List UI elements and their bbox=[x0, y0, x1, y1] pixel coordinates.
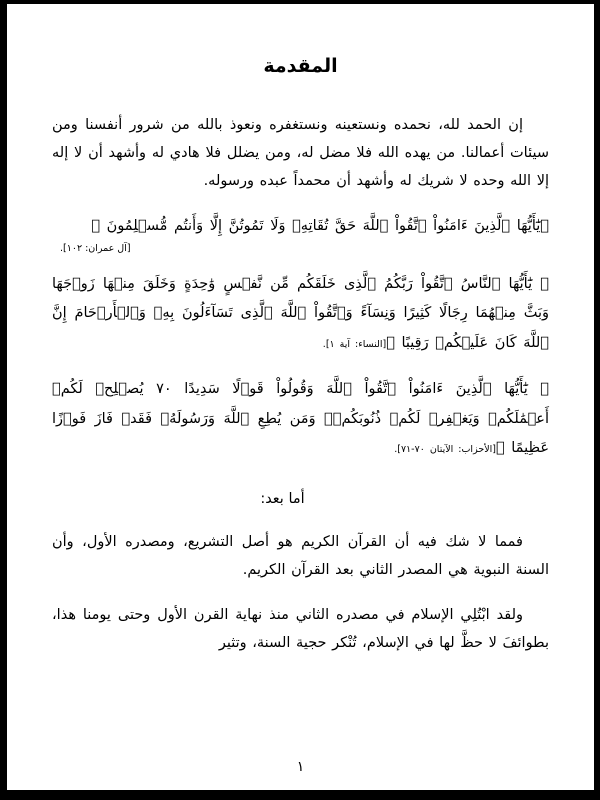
verse-citation: [آل عمران: ١٠٢]. bbox=[60, 243, 131, 255]
closing-paragraph-1: فمما لا شك فيه أن القرآن الكريم هو أصل التشريع، ومصدره الأول، وأن السنة النبوية هي المصدر الثاني بعد القرآن الكريم. bbox=[52, 534, 549, 579]
verse-text: ﴿يَٰٓأَيُّهَا ٱلَّذِينَ ءَامَنُواْ ٱتَّقُواْ ٱللَّهَ حَقَّ تُقَاتِهِۦ وَلَا تَمُوتُنَّ إِلَّا وَأَنتُم مُّسۡلِمُونَ ﴾ bbox=[91, 217, 549, 234]
verse-text: ﴿ يَٰٓأَيُّهَا ٱلنَّاسُ ٱتَّقُواْ رَبَّكُمُ ٱلَّذِى خَلَقَكُم مِّن نَّفۡسٍ وَٰحِدَةٍ وَخَلَقَ مِنۡهَا زَوۡجَهَا وَبَثَّ مِنۡهُمَا رِجَالًا كَثِيرًا وَنِسَآءً وَٱتَّقُواْ ٱللَّهَ ٱلَّذِى تَسَآءَلُونَ بِهِۦ وَٱلۡأَرۡحَامَ إِنَّ ٱللَّهَ كَانَ عَلَيۡكُمۡ رَقِيبًا ﴾ bbox=[52, 275, 549, 352]
quran-verse-al-imran bbox=[52, 212, 549, 256]
amma-baad-transition: أما بعد: bbox=[260, 491, 305, 508]
verse-text-wrapper bbox=[52, 375, 549, 464]
quran-verse-al-ahzab bbox=[52, 375, 549, 464]
verse-citation: [الأحزاب: الآيتان ٧٠-٧١]. bbox=[394, 444, 496, 456]
verse-text-wrapper bbox=[52, 270, 549, 359]
verse-spacer bbox=[52, 365, 549, 371]
verse-citation: [النساء: آية ١]. bbox=[322, 339, 387, 351]
page-title: المقدمة bbox=[263, 55, 338, 77]
opening-paragraph: إن الحمد لله، نحمده ونستعينه ونستغفره ونعوذ بالله من شرور أنفسنا ومن سيئات أعمالنا. من يهده الله فلا مضل له، ومن يضلل فلا هادي له وأشهد أن لا إله إلا الله وحده لا شريك له وأشهد أن محمداً عبده ورسوله. bbox=[52, 116, 549, 190]
page-number: ١ bbox=[296, 759, 305, 775]
closing-paragraph-2: ولقد ابْتُلِي الإسلام في مصدره الثاني منذ نهاية القرن الأول وحتى يومنا هذا، بطوائفَ لا حظَّ لها في الإسلام، تُنْكر حجية السنة، وتثير bbox=[52, 606, 549, 651]
quran-verse-an-nisa bbox=[52, 270, 549, 359]
verse-text: ﴿ يَٰٓأَيُّهَا ٱلَّذِينَ ءَامَنُواْ ٱتَّقُواْ ٱللَّهَ وَقُولُواْ قَوۡلًا سَدِيدًا ٧٠ يُصۡلِحۡ لَكُمۡ أَعۡمَٰلَكُمۡ وَيَغۡفِرۡ لَكُمۡ ذُنُوبَكُمۡۗ وَمَن يُطِعِ ٱللَّهَ وَرَسُولَهُۥ فَقَدۡ فَازَ فَوۡزًا عَظِيمًا ﴾ bbox=[52, 380, 550, 457]
document-page bbox=[7, 4, 594, 790]
